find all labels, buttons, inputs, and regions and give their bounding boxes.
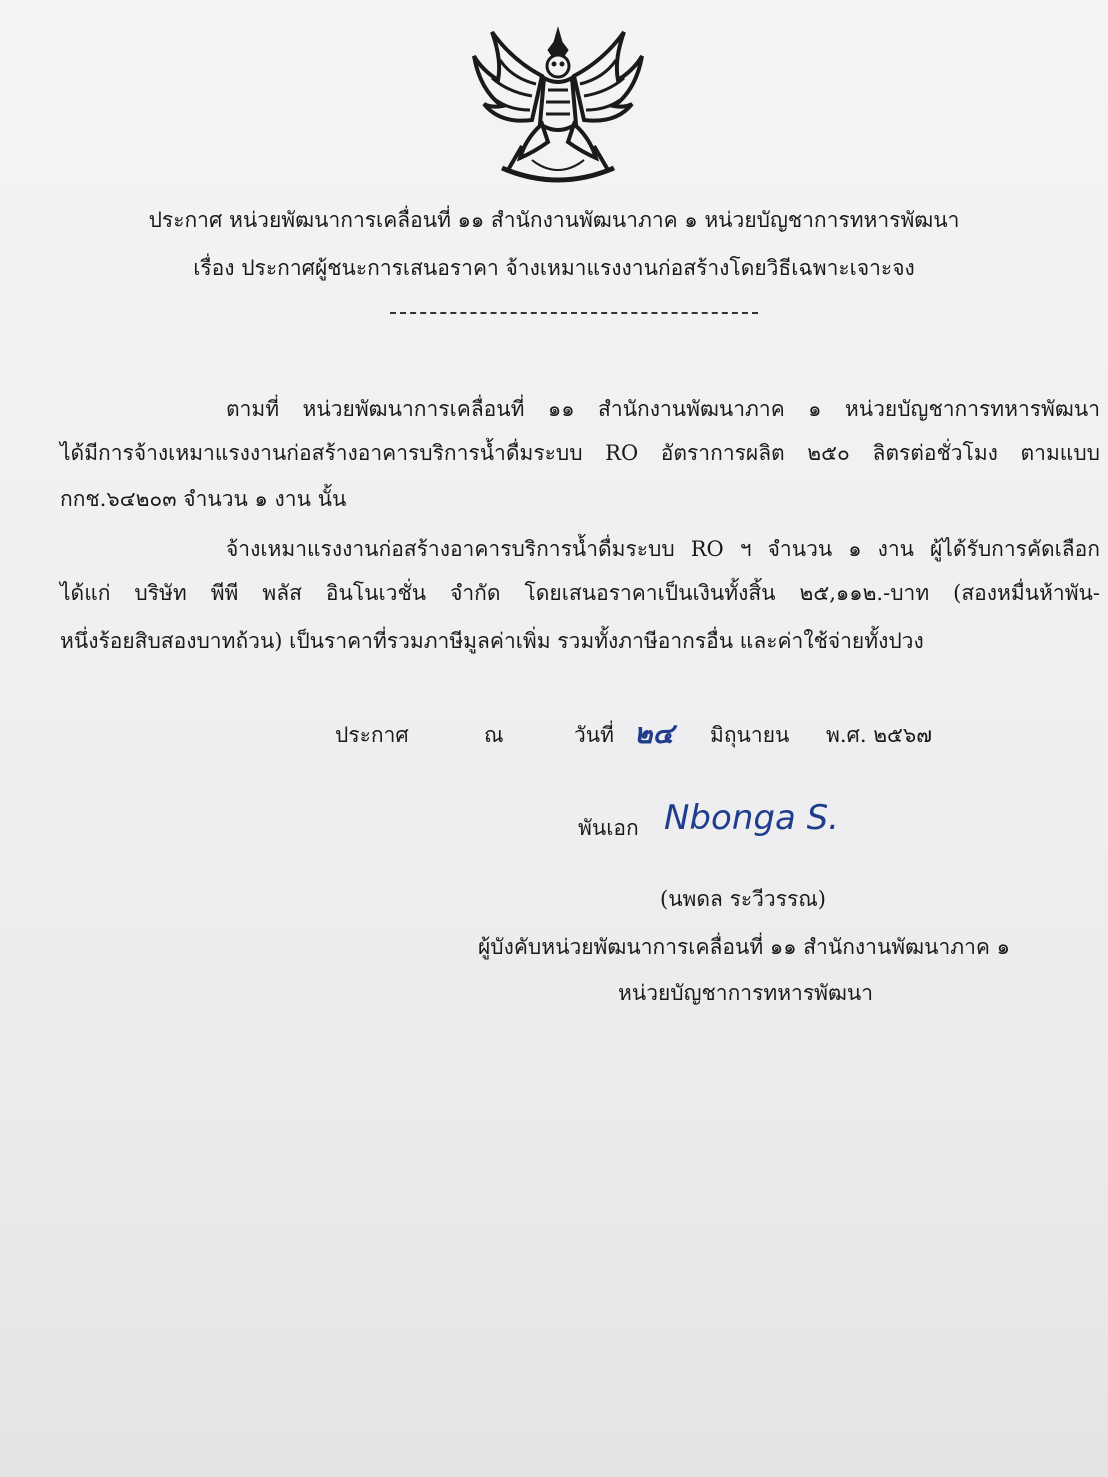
announce-at: ณ	[484, 723, 504, 747]
garuda-emblem-icon	[462, 20, 654, 190]
announce-month: มิถุนายน	[710, 723, 790, 747]
separator-line	[390, 312, 758, 314]
announce-day-label: วันที่	[574, 723, 614, 747]
announce-label: ประกาศ	[335, 723, 409, 747]
paragraph-1-line-3: กกช.๖๔๒๐๓ จำนวน ๑ งาน นั้น	[60, 487, 347, 511]
signer-rank: พันเอก	[578, 816, 639, 840]
signer-position-line-1: ผู้บังคับหน่วยพัฒนาการเคลื่อนที่ ๑๑ สำนักงานพัฒนาภาค ๑	[478, 935, 1010, 959]
handwritten-signature: Nbonga S.	[664, 798, 839, 838]
announcement-title: ประกาศ หน่วยพัฒนาการเคลื่อนที่ ๑๑ สำนักงานพัฒนาภาค ๑ หน่วยบัญชาการทหารพัฒนา	[148, 208, 960, 232]
signer-name: (นพดล ระวีวรรณ)	[660, 887, 826, 911]
paragraph-1-line-1: ตามที่ หน่วยพัฒนาการเคลื่อนที่ ๑๑ สำนักงานพัฒนาภาค ๑ หน่วยบัญชาการทหารพัฒนา	[226, 397, 1100, 421]
paragraph-2-line-3: หนึ่งร้อยสิบสองบาทถ้วน) เป็นราคาที่รวมภาษีมูลค่าเพิ่ม รวมทั้งภาษีอากรอื่น และค่าใช้จ่ายทั้งปวง	[60, 629, 924, 653]
announcement-subject: เรื่อง ประกาศผู้ชนะการเสนอราคา จ้างเหมาแรงงานก่อสร้างโดยวิธีเฉพาะเจาะจง	[193, 256, 915, 280]
paragraph-1-line-2: ได้มีการจ้างเหมาแรงงานก่อสร้างอาคารบริการน้ำดื่มระบบ RO อัตราการผลิต ๒๕๐ ลิตรต่อชั่วโมง ตามแบบ	[60, 441, 1100, 465]
signer-position-line-2: หน่วยบัญชาการทหารพัฒนา	[618, 981, 874, 1005]
paragraph-2-line-2: ได้แก่ บริษัท พีพี พลัส อินโนเวชั่น จำกัด โดยเสนอราคาเป็นเงินทั้งสิ้น ๒๕,๑๑๒.-บาท (สองหมื่นห้าพัน-	[60, 581, 1100, 605]
paragraph-2-line-1: จ้างเหมาแรงงานก่อสร้างอาคารบริการน้ำดื่มระบบ RO ฯ จำนวน ๑ งาน ผู้ได้รับการคัดเลือก	[226, 537, 1100, 561]
announce-year: พ.ศ. ๒๕๖๗	[826, 723, 933, 747]
announce-day-handwritten: ๒๔	[634, 717, 674, 750]
